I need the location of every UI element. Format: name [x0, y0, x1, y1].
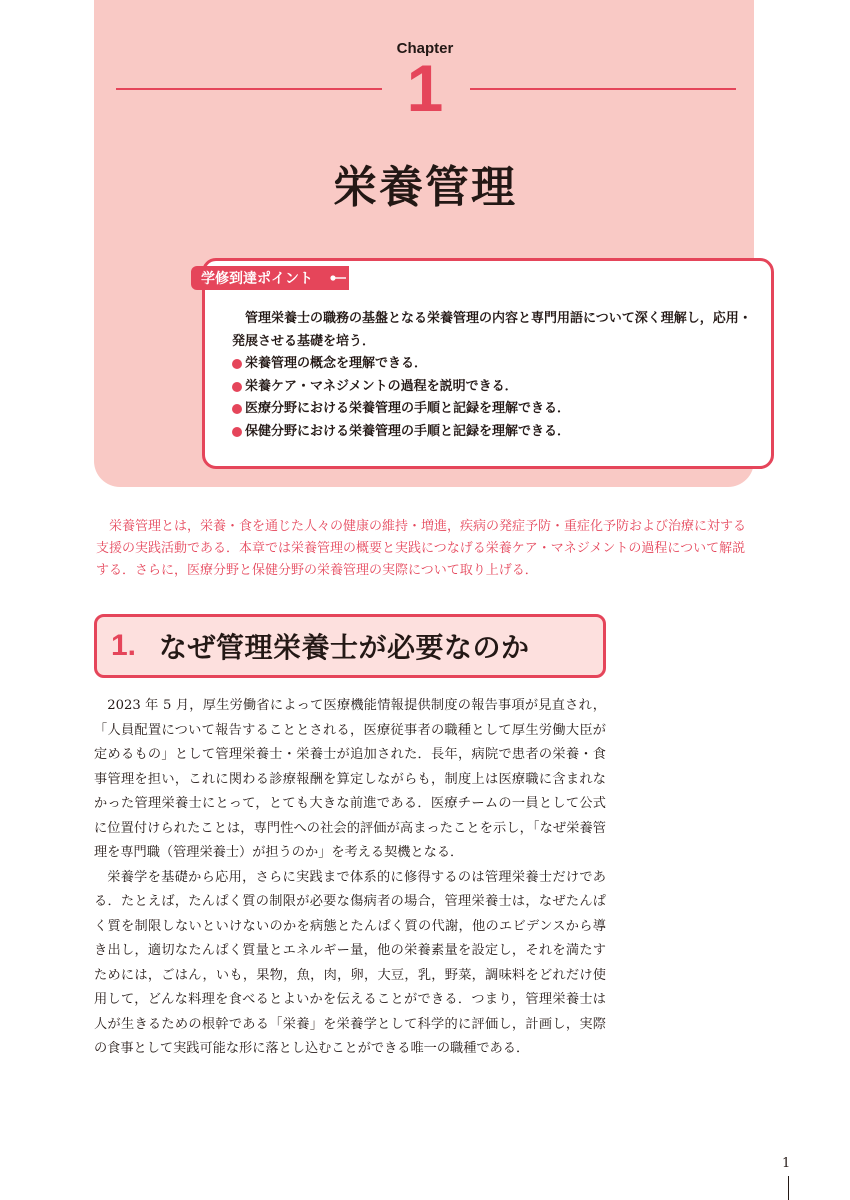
page-number: 1: [782, 1156, 791, 1171]
page-edge-line: [788, 1176, 789, 1200]
learning-goals-label: 学修到達ポイント: [201, 271, 313, 287]
bullet-dot-icon: [232, 427, 242, 437]
learning-goal-item: 医療分野における栄養管理の手順と記録を理解できる．: [232, 398, 762, 421]
section-number: 1.: [111, 629, 137, 662]
section-body: [94, 694, 606, 1062]
chapter-title: 栄養管理: [333, 162, 517, 213]
bullet-dot-icon: [232, 382, 242, 392]
body-paragraph: 2023 年 5 月，厚生労働省によって医療機能情報提供制度の報告事項が見直され，「人員配置について報告することとされる，医療従事者の職種として厚生労働大臣が定めるもの」として管理栄養士・栄養士が追加された．長年，病院で患者の栄養・食事管理を担い，これに関わる診療報酬を算定しながらも，制度上は医療職に含まれなかった管理栄養士にとって，とても大きな前進である．医療チームの一員として公式に位置付けられたことは，専門性への社会的評価が高まったことを示し，「なぜ栄養管理を専門職（管理栄養士）が担うのか」を考える契機となる．: [94, 698, 606, 860]
learning-goal-item: 栄養管理の概念を理解できる．: [232, 353, 762, 376]
chapter-rule-right: [470, 88, 736, 90]
learning-goal-item: 保健分野における栄養管理の手順と記録を理解できる．: [232, 421, 762, 444]
chapter-label: Chapter: [396, 40, 454, 57]
chapter-number: 1: [406, 51, 444, 125]
bullet-dot-icon: [232, 404, 242, 414]
section-heading: [94, 614, 606, 678]
learning-goals-content: [232, 308, 762, 443]
learning-goal-item: 栄養ケア・マネジメントの過程を説明できる．: [232, 376, 762, 399]
learning-goals-intro: 管理栄養士の職務の基盤となる栄養管理の内容と専門用語について深く理解し，応用・発展させる基礎を培う．: [232, 311, 752, 349]
body-paragraph: 栄養学を基礎から応用，さらに実践まで体系的に修得するのは管理栄養士だけである．たとえば，たんぱく質の制限が必要な傷病者の場合，管理栄養士は，なぜたんぱく質を制限しないといけないのかを病態とたんぱく質の代謝，他のエビデンスから導き出し，適切なたんぱく質量とエネルギー量，他の栄養素量を設定し，それを満たすためには，ごはん，いも，果物，魚，肉，卵，大豆，乳，野菜，調味料をどれだけ使用して，どんな料理を食べるとよいかを伝えることができる．つまり，管理栄養士は人が生きるための根幹である「栄養」を栄養学として科学的に評価し，計画し，実際の食事として実践可能な形に落とし込むことができる唯一の職種である．: [94, 869, 606, 1056]
pen-nib-icon: [319, 266, 349, 290]
learning-goals-tab: [191, 266, 349, 290]
chapter-lead-text: 栄養管理とは，栄養・食を通じた人々の健康の維持・増進，疾病の発症予防・重症化予防および治療に対する支援の実践活動である．本章では栄養管理の概要と実践につなげる栄養ケア・マネジメントの過程について解説する．さらに，医療分野と保健分野の栄養管理の実際について取り上げる．: [96, 519, 747, 578]
bullet-dot-icon: [232, 359, 242, 369]
section-title: なぜ管理栄養士が必要なのか: [159, 631, 530, 664]
